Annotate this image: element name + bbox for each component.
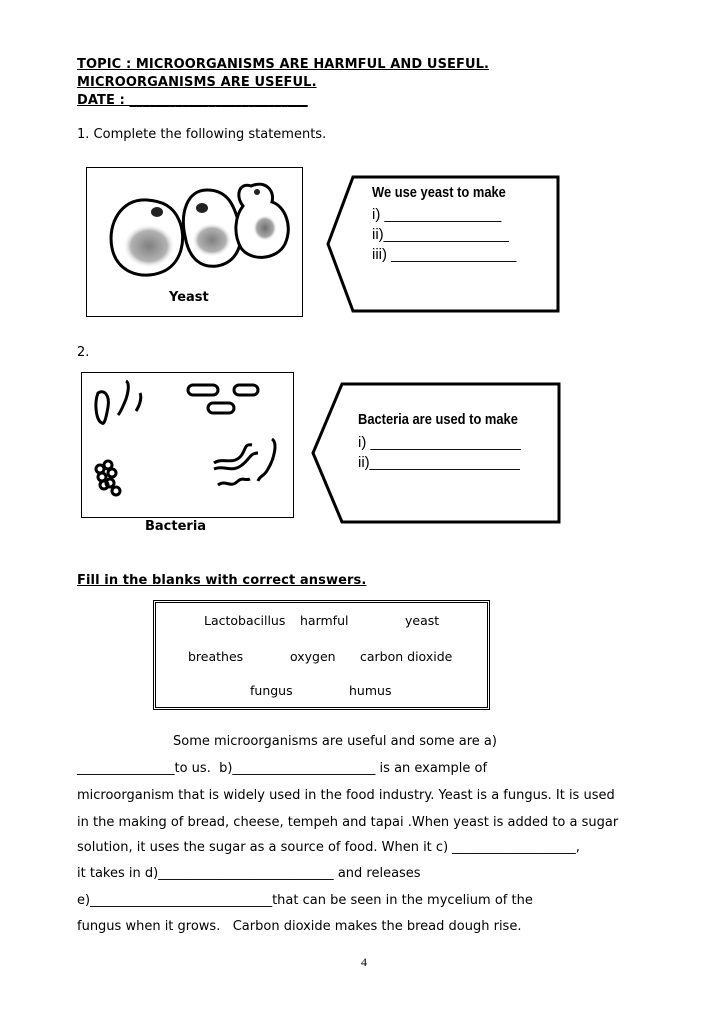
word-oxygen: oxygen <box>290 649 336 664</box>
subtopic-heading: MICROORGANISMS ARE USEFUL. <box>77 75 317 90</box>
word-breathes: breathes <box>188 649 244 664</box>
bacteria-callout-line-2: ii)__________________ <box>358 454 520 471</box>
passage-line-8: fungus when it grows. Carbon dioxide makes the bread dough rise. <box>77 919 522 934</box>
word-fungus: fungus <box>250 683 293 698</box>
bacteria-caption: Bacteria <box>145 519 207 534</box>
question-2-number: 2. <box>77 345 90 360</box>
word-carbon-dioxide: carbon dioxide <box>360 649 453 664</box>
yeast-callout-line-3: iii) _______________ <box>372 246 517 263</box>
passage-line-4: in the making of bread, cheese, tempeh and tapai .When yeast is added to a sugar <box>77 815 619 830</box>
bacteria-callout-title: Bacteria are used to make <box>358 411 518 428</box>
yeast-callout-title: We use yeast to make <box>372 184 506 201</box>
passage-line-1: Some microorganisms are useful and some are a) <box>173 734 497 749</box>
word-yeast: yeast <box>405 613 440 628</box>
passage-line-7: e)____________________________that can be seen in the mycelium of the <box>77 893 533 908</box>
passage-line-5: solution, it uses the sugar as a source of food. When it c) ___________________, <box>77 840 580 855</box>
word-box <box>153 600 490 710</box>
passage-line-2: _______________to us. b)______________________ is an example of <box>77 761 488 776</box>
yeast-image <box>86 167 303 317</box>
question-1-instruction: 1. Complete the following statements. <box>77 127 327 142</box>
date-line: DATE : ___________________________ <box>77 93 308 108</box>
word-humus: humus <box>349 683 392 698</box>
passage-line-3: microorganism that is widely used in the food industry. Yeast is a fungus. It is used <box>77 788 615 803</box>
bacteria-callout <box>310 381 562 525</box>
bacteria-image <box>81 372 294 534</box>
yeast-callout-line-1: i) ______________ <box>372 206 502 223</box>
fill-blanks-heading: Fill in the blanks with correct answers. <box>77 573 367 588</box>
word-lactobacillus: Lactobacillus <box>204 613 286 628</box>
bacteria-callout-line-1: i) __________________ <box>358 434 521 451</box>
page-number: 4 <box>361 955 367 969</box>
yeast-callout <box>325 174 561 314</box>
word-harmful: harmful <box>300 613 349 628</box>
topic-heading: TOPIC : MICROORGANISMS ARE HARMFUL AND USEFUL. <box>77 57 490 72</box>
yeast-callout-line-2: ii)_______________ <box>372 226 509 243</box>
yeast-caption: Yeast <box>169 290 209 305</box>
passage-line-6: it takes in d)___________________________ and releases <box>77 866 421 881</box>
bacteria-illustration <box>82 373 293 517</box>
